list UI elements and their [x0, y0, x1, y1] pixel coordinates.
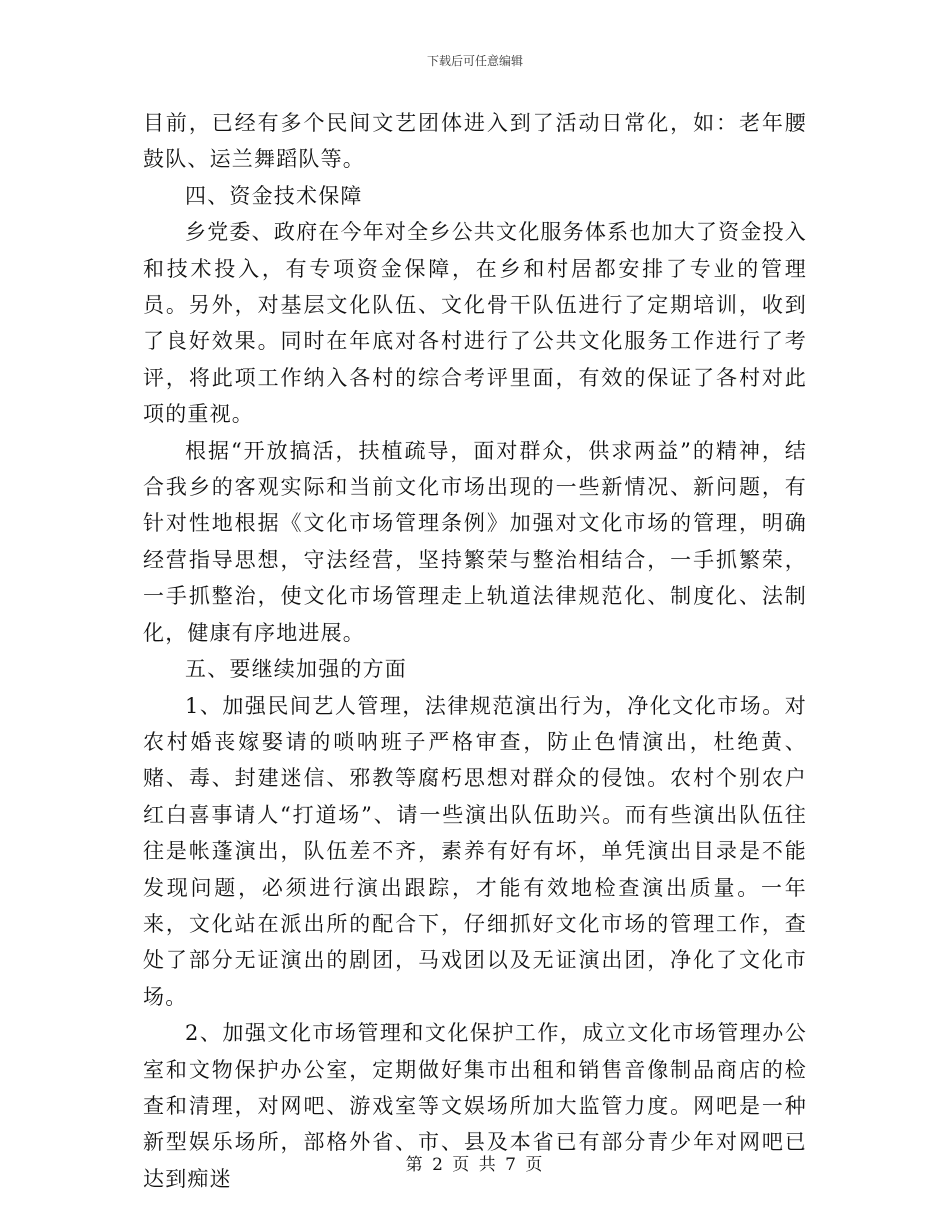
section-heading-improvements: 五、要继续加强的方面	[185, 657, 407, 682]
paragraph-item-2: 2、加强文化市场管理和文化保护工作，成立文化市场管理办公室和文物保护办公室，定期做好集市出租和销售音像制品商店的检查和清理，对网吧、游戏室等文娱场所加大监管力度。网吧是一种新型娱乐场所，部格外省、市、县及本省已有部分青少年对网吧已达到痴迷	[143, 1021, 807, 1191]
page-number-footer: 第 2 页 共 7 页	[405, 1155, 545, 1175]
paragraph-market-management: 根据“开放搞活，扶植疏导，面对群众，供求两益”的精神，结合我乡的客观实际和当前文化市场出现的一些新情况、新问题，有针对性地根据《文化市场管理条例》加强对文化市场的管理，明确经营指导思想，守法经营，坚持繁荣与整治相结合，一手抓繁荣，一手抓整治，使文化市场管理走上轨道法律规范化、制度化、法制化，健康有序地进展。	[143, 438, 807, 645]
paragraph-continued: 目前，已经有多个民间文艺团体进入到了活动日常化，如：老年腰鼓队、运兰舞蹈队等。	[143, 111, 807, 172]
page-header: 下载后可任意编辑	[426, 54, 523, 68]
paragraph-funding: 乡党委、政府在今年对全乡公共文化服务体系也加大了资金投入和技术投入，有专项资金保障，在乡和村居都安排了专业的管理员。另外，对基层文化队伍、文化骨干队伍进行了定期培训，收到了良好效果。同时在年底对各村进行了公共文化服务工作进行了考评，将此项工作纳入各村的综合考评里面，有效的保证了各村对此项的重视。	[143, 220, 807, 427]
section-heading-funding: 四、资金技术保障	[185, 183, 363, 208]
document-body	[143, 105, 807, 1197]
paragraph-item-1: 1、加强民间艺人管理，法律规范演出行为，净化文化市场。对农村婚丧嫁娶请的唢呐班子严格审查，防止色情演出，杜绝黄、赌、毒、封建迷信、邪教等腐朽思想对群众的侵蚀。农村个别农户红白喜事请人“打道场”、请一些演出队伍助兴。而有些演出队伍往往是帐蓬演出，队伍差不齐，素养有好有坏，单凭演出目录是不能发现问题，必须进行演出跟踪，才能有效地检查演出质量。一年来，文化站在派出所的配合下，仔细抓好文化市场的管理工作，查处了部分无证演出的剧团，马戏团以及无证演出团，净化了文化市场。	[143, 693, 807, 1009]
